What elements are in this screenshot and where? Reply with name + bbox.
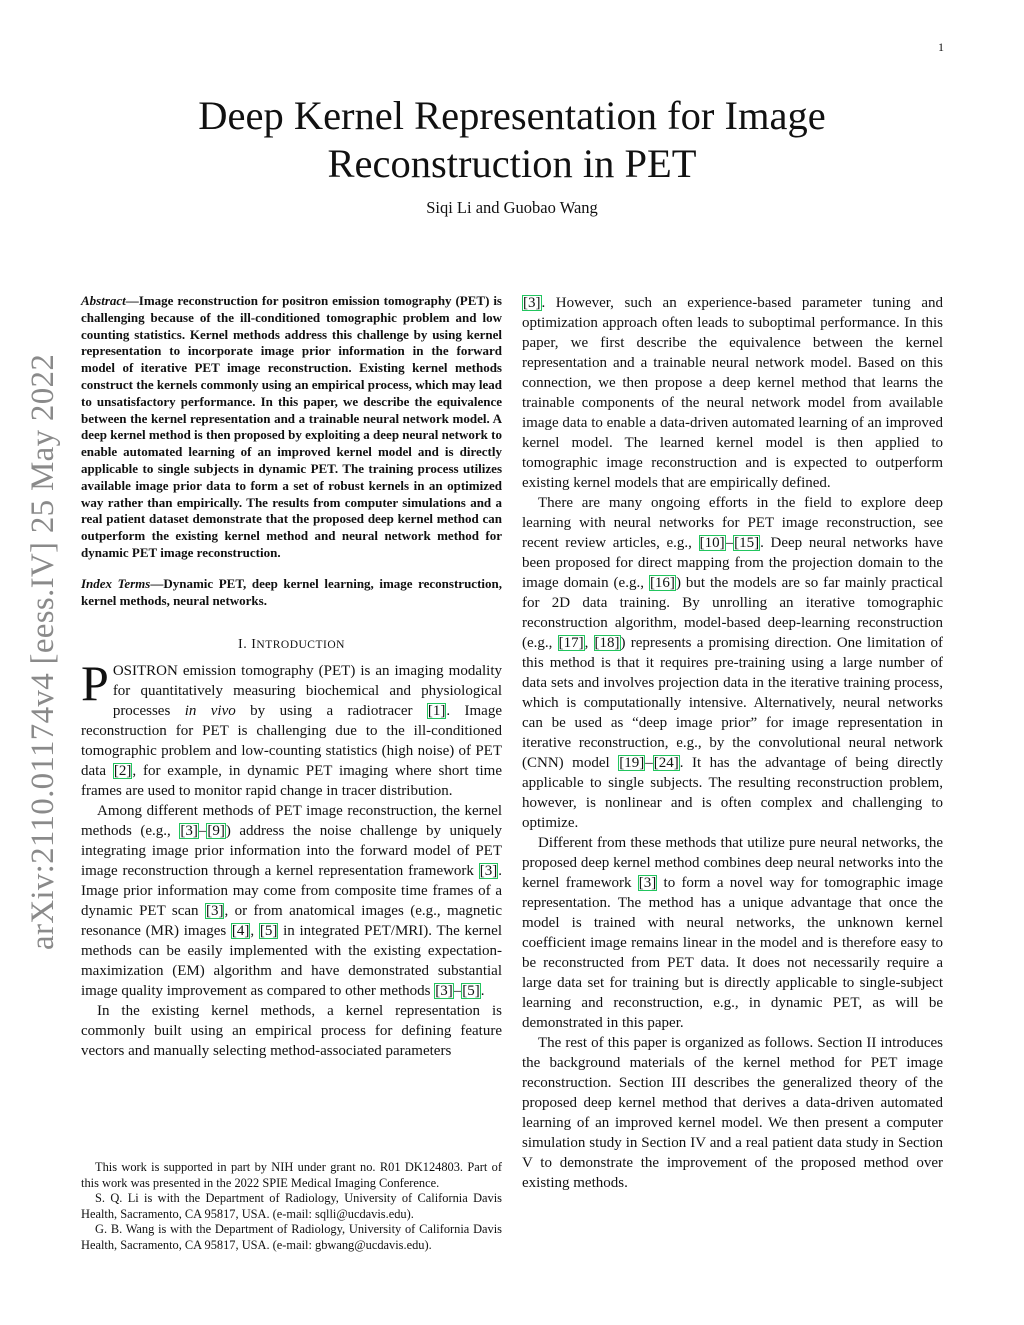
intro-paragraph-2 — [81, 801, 502, 1001]
citation-link[interactable]: [2] — [113, 763, 132, 780]
index-terms-text: —Dynamic PET, deep kernel learning, image reconstruction, kernel methods, neural networks. — [81, 575, 502, 608]
text-run: Different from these methods that utilize pure neural networks, the proposed deep kernel method combines deep neural networks into the kernel framework — [522, 835, 943, 891]
text-run: – — [725, 535, 734, 551]
section-heading-introduction — [81, 637, 502, 653]
text-run: ) address the noise challenge by uniquely integrating image prior information into the forward model of PET image reconstruction through a kernel representation framework — [81, 823, 503, 880]
section-first-letter: I — [251, 637, 257, 653]
citation-link[interactable]: [15] — [734, 535, 760, 551]
citation-link[interactable]: [9] — [207, 823, 225, 840]
right-column — [522, 293, 943, 1193]
citation-link[interactable]: [18] — [594, 635, 620, 651]
author-list: Siqi Li and Guobao Wang — [426, 198, 598, 217]
abstract — [81, 293, 502, 562]
text-run: , for example, in dynamic PET imaging where short time frames are used to monitor rapid change in tracer distribution. — [81, 763, 502, 800]
text-run: by using a radiotracer — [235, 703, 427, 720]
citation-link[interactable]: [3] — [435, 983, 453, 1000]
drop-cap-continuation: OSITRON — [112, 663, 178, 680]
footnote-author-1: S. Q. Li is with the Department of Radiology, University of California Davis Health, Sacramento, CA 95817, USA. (e-mail: sqlli@ucdavis.edu). — [81, 1191, 502, 1221]
citation-link[interactable]: [17] — [558, 635, 584, 651]
text-run: . Image reconstruction for PET is challenging due to the ill-conditioned tomographic problem and low-counting statistics (high noise) of PET data — [81, 703, 503, 780]
drop-cap-letter: P — [81, 655, 109, 712]
footnote-funding: This work is supported in part by NIH under grant no. R01 DK124803. Part of this work was presented in the 2022 SPIE Medical Imaging Conference. — [81, 1160, 502, 1190]
footnote-author-2: G. B. Wang is with the Department of Radiology, University of California Davis Health, Sacramento, CA 95817, USA. (e-mail: gbwang@ucdavis.edu). — [81, 1222, 502, 1252]
intro-paragraph-1 — [81, 655, 503, 801]
citation-link[interactable]: [19] — [619, 755, 645, 771]
citation-link[interactable]: [5] — [259, 923, 278, 940]
citation-link[interactable]: [5] — [462, 983, 480, 1000]
footnotes — [81, 1160, 502, 1254]
intro-paragraph-5 — [522, 833, 943, 1033]
citation-link[interactable]: [3] — [180, 823, 198, 840]
section-title-rest: NTRODUCTION — [256, 639, 345, 652]
text-run: to form a novel way for tomographic image representation. The method has a unique advantage that once the model is trained with neural networks, the unknown kernel coefficient image remains linear in the model and is therefore easy to be reconstructed from PET data. It does not necessarily require a large data set for training but is directly applicable to single-subject learning and reconstruction, e.g., in dynamic PET, as will be demonstrated in this paper. — [522, 875, 943, 1031]
text-run: . Image prior information may come from composite time frames of a dynamic PET scan — [81, 863, 502, 920]
left-column — [81, 293, 502, 1061]
text-run: Among different methods of PET image reconstruction, the kernel methods (e.g., — [81, 803, 502, 840]
text-run: . However, such an experience-based parameter tuning and optimization approach often leads to suboptimal performance. In this paper, we first describe the equivalence between the kernel representation and a trainable neural network model. Based on this connection, we then propose a deep kernel method that learns the trainable components of the neural network model from available image data to enable a data-driven automated learning of an improved kernel model. The learned kernel model is then applied to tomographic image reconstruction and is expected to outperform existing kernel models that are empirically defined. — [522, 295, 943, 491]
text-run: . — [480, 983, 485, 1000]
arxiv-identifier-stamp[interactable]: arXiv:2110.01174v4 [eess.IV] 25 May 2022 — [25, 353, 61, 950]
citation-link[interactable]: [3] — [479, 863, 498, 880]
intro-paragraph-6: The rest of this paper is organized as follows. Section II introduces the background materials of the kernel method for PET image reconstruction. Section III describes the generalized theory of the proposed deep kernel method that derives a data-driven automated learning of an improved kernel model. We then present a computer simulation study in Section IV and a real patient data study in Section V to demonstrate the improvement of the proposed method over existing methods. — [522, 1035, 943, 1191]
text-run: in integrated PET/MRI). The kernel methods can be easily implemented with the existing expectation-maximization (EM) algorithm and have demonstrated substantial image quality improvement as compared to other methods — [81, 923, 502, 1000]
citation-link[interactable]: [3] — [638, 875, 657, 891]
text-run: There are many ongoing efforts in the field to explore deep learning with neural networks for PET image reconstruction, see recent review articles, e.g., — [522, 495, 943, 551]
abstract-text: —Image reconstruction for positron emission tomography (PET) is challenging because of the ill-conditioned tomographic problem and low counting statistics. Kernel methods address this challenge by using kernel representation to incorporate image prior information in the forward model of iterative PET image reconstruction. Existing kernel methods construct the kernels commonly using an empirical process, which may lead to unsatisfactory performance. In this paper, we describe the equivalence between the kernel representation and a trainable neural network model. A deep kernel method is then proposed by exploiting a deep neural network to enable automated learning of an improved kernel model and is directly applicable to single subjects in dynamic PET. The training process utilizes available image prior data to form a set of robust kernels in an optimized way rather than empirically. The results from computer simulations and a real patient dataset demonstrate that the proposed deep kernel method can outperform the existing kernel method and neural network method for dynamic PET image reconstruction. — [81, 293, 502, 560]
intro-paragraph-4 — [522, 493, 943, 833]
italic-text: in vivo — [184, 703, 236, 720]
title-line-1: Deep Kernel Representation for Image — [198, 93, 826, 138]
intro-paragraph-3: In the existing kernel methods, a kernel representation is commonly built using an empirical process for defining feature vectors and manually selecting method-associated parameters — [81, 1003, 502, 1060]
citation-link[interactable]: [10] — [699, 535, 725, 551]
text-run: . Deep neural networks have been proposed for direct mapping from the projection domain to the image domain (e.g., — [522, 535, 943, 591]
section-numeral: I. — [238, 637, 252, 653]
index-terms-label: Index Terms — [81, 575, 151, 591]
text-run: , — [584, 635, 594, 651]
abstract-label: Abstract — [81, 293, 126, 308]
text-run: – — [198, 823, 207, 840]
citation-link[interactable]: [3] — [205, 903, 224, 920]
title-line-2: Reconstruction in PET — [327, 141, 697, 186]
text-run: – — [645, 755, 653, 771]
intro-paragraph-3-continued — [522, 293, 943, 493]
index-terms — [81, 576, 502, 610]
paper-title — [110, 92, 914, 188]
citation-link[interactable]: [16] — [649, 575, 675, 591]
text-run: ) but the models are so far mainly practical for 2D data training. By unrolling an iterative tomographic reconstruction algorithm, model-based deep-learning reconstruction (e.g., — [522, 575, 944, 651]
page-number: 1 — [938, 40, 944, 54]
text-run: , or from anatomical images (e.g., magnetic resonance (MR) images — [81, 903, 503, 940]
text-run: ) represents a promising direction. One limitation of this method is that it requires pre-training using a large number of data sets and involves projection data in the iterative training process, which is computationally intensive. Alternatively, neural networks can be used as “deep image prior” for image representation in iterative reconstruction, e.g., by the convolutional neural network (CNN) model — [522, 635, 944, 771]
citation-link[interactable]: [1] — [427, 703, 446, 720]
text-run: emission tomography (PET) is an imaging modality for quantitatively measuring biochemical and physiological processes — [112, 663, 502, 720]
citation-link[interactable]: [4] — [231, 923, 250, 940]
text-run: . It has the advantage of being directly applicable to single subjects. The resulting reconstruction problem, however, is nonlinear and is often complex and challenging to optimize. — [522, 755, 944, 831]
citation-link[interactable]: [3] — [523, 295, 541, 311]
citation-link[interactable]: [24] — [653, 755, 679, 771]
text-run: , — [250, 923, 259, 940]
text-run: – — [453, 983, 462, 1000]
